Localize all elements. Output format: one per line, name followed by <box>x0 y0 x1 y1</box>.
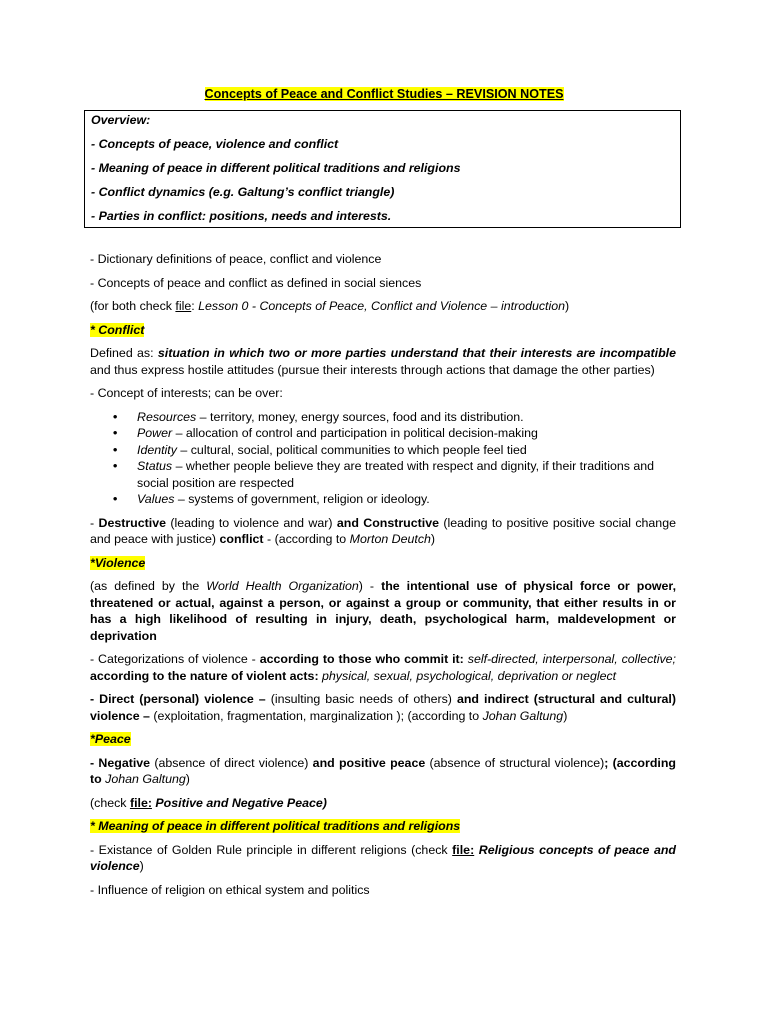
interests-intro: - Concept of interests; can be over: <box>90 386 283 400</box>
overview-item: - Meaning of peace in different political traditions and religions <box>91 161 461 175</box>
list-item: • Values – systems of government, religion or ideology. <box>137 491 676 508</box>
intro-line: - Dictionary definitions of peace, conflict and violence <box>90 252 382 266</box>
violence-direct-indirect: - Direct (personal) violence – (insulting basic needs of others) and indirect (structural and cultural) violence – (exploitation, fragmentation, marginalization ); (according to Johan Galtung) <box>90 692 676 723</box>
peace-check: (check file: Positive and Negative Peace) <box>90 795 327 810</box>
conflict-heading: * Conflict <box>90 322 145 337</box>
list-item: • Power – allocation of control and participation in political decision-making <box>137 425 676 442</box>
conflict-definition: Defined as: situation in which two or more parties understand that their interests are incompatible and thus express hostile attitudes (pursue their interests through actions that damage the other parties) <box>90 346 676 377</box>
overview-item: - Conflict dynamics (e.g. Galtung’s conflict triangle) <box>91 185 395 199</box>
intro-line: - Concepts of peace and conflict as defined in social siences <box>90 275 422 290</box>
overview-item: - Concepts of peace, violence and conflict <box>91 137 339 151</box>
interests-list <box>90 409 676 508</box>
peace-heading: *Peace <box>90 732 131 746</box>
page-title: Concepts of Peace and Conflict Studies – REVISION NOTES <box>204 87 564 101</box>
notes-body <box>90 251 676 905</box>
golden-rule: - Existance of Golden Rule principle in different religions (check file: Religious concepts of peace and violence) <box>90 842 677 873</box>
meaning-heading: * Meaning of peace in different political traditions and religions <box>90 819 461 833</box>
violence-definition: (as defined by the World Health Organization) - the intentional use of physical force or power, threatened or actual, against a person, or against a group or community, that either results in or has a high likelihood of resulting in injury, death, psychological harm, maldevelopment or deprivation <box>90 579 677 643</box>
violence-heading: *Violence <box>90 555 146 570</box>
file-reference: file: <box>129 795 152 810</box>
intro-check: (for both check file: Lesson 0 - Concepts of Peace, Conflict and Violence – introduction) <box>90 299 570 313</box>
violence-categorizations: - Categorizations of violence - according to those who commit it: self-directed, interpersonal, collective; according to the nature of violent acts: physical, sexual, psychological, deprivation or neglect <box>90 652 676 683</box>
list-item: • Identity – cultural, social, political communities to which people feel tied <box>137 442 676 459</box>
overview-item: - Parties in conflict: positions, needs and interests. <box>91 209 392 223</box>
destructive-constructive: - Destructive (leading to violence and war) and Constructive (leading to positive positive social change and peace with justice) conflict - (according to Morton Deutch) <box>90 515 676 546</box>
religion-influence: - Influence of religion on ethical system and politics <box>90 882 370 897</box>
list-item: • Status – whether people believe they are treated with respect and dignity, if their traditions and social position are respected <box>137 458 676 491</box>
peace-negative-positive: - Negative (absence of direct violence) and positive peace (absence of structural violence); (according to Johan Galtung) <box>90 755 676 786</box>
file-reference: file: <box>452 842 475 857</box>
overview-box <box>84 110 681 228</box>
file-reference: file <box>175 299 192 313</box>
overview-heading: Overview: <box>91 113 151 127</box>
list-item: • Resources – territory, money, energy sources, food and its distribution. <box>137 409 676 426</box>
